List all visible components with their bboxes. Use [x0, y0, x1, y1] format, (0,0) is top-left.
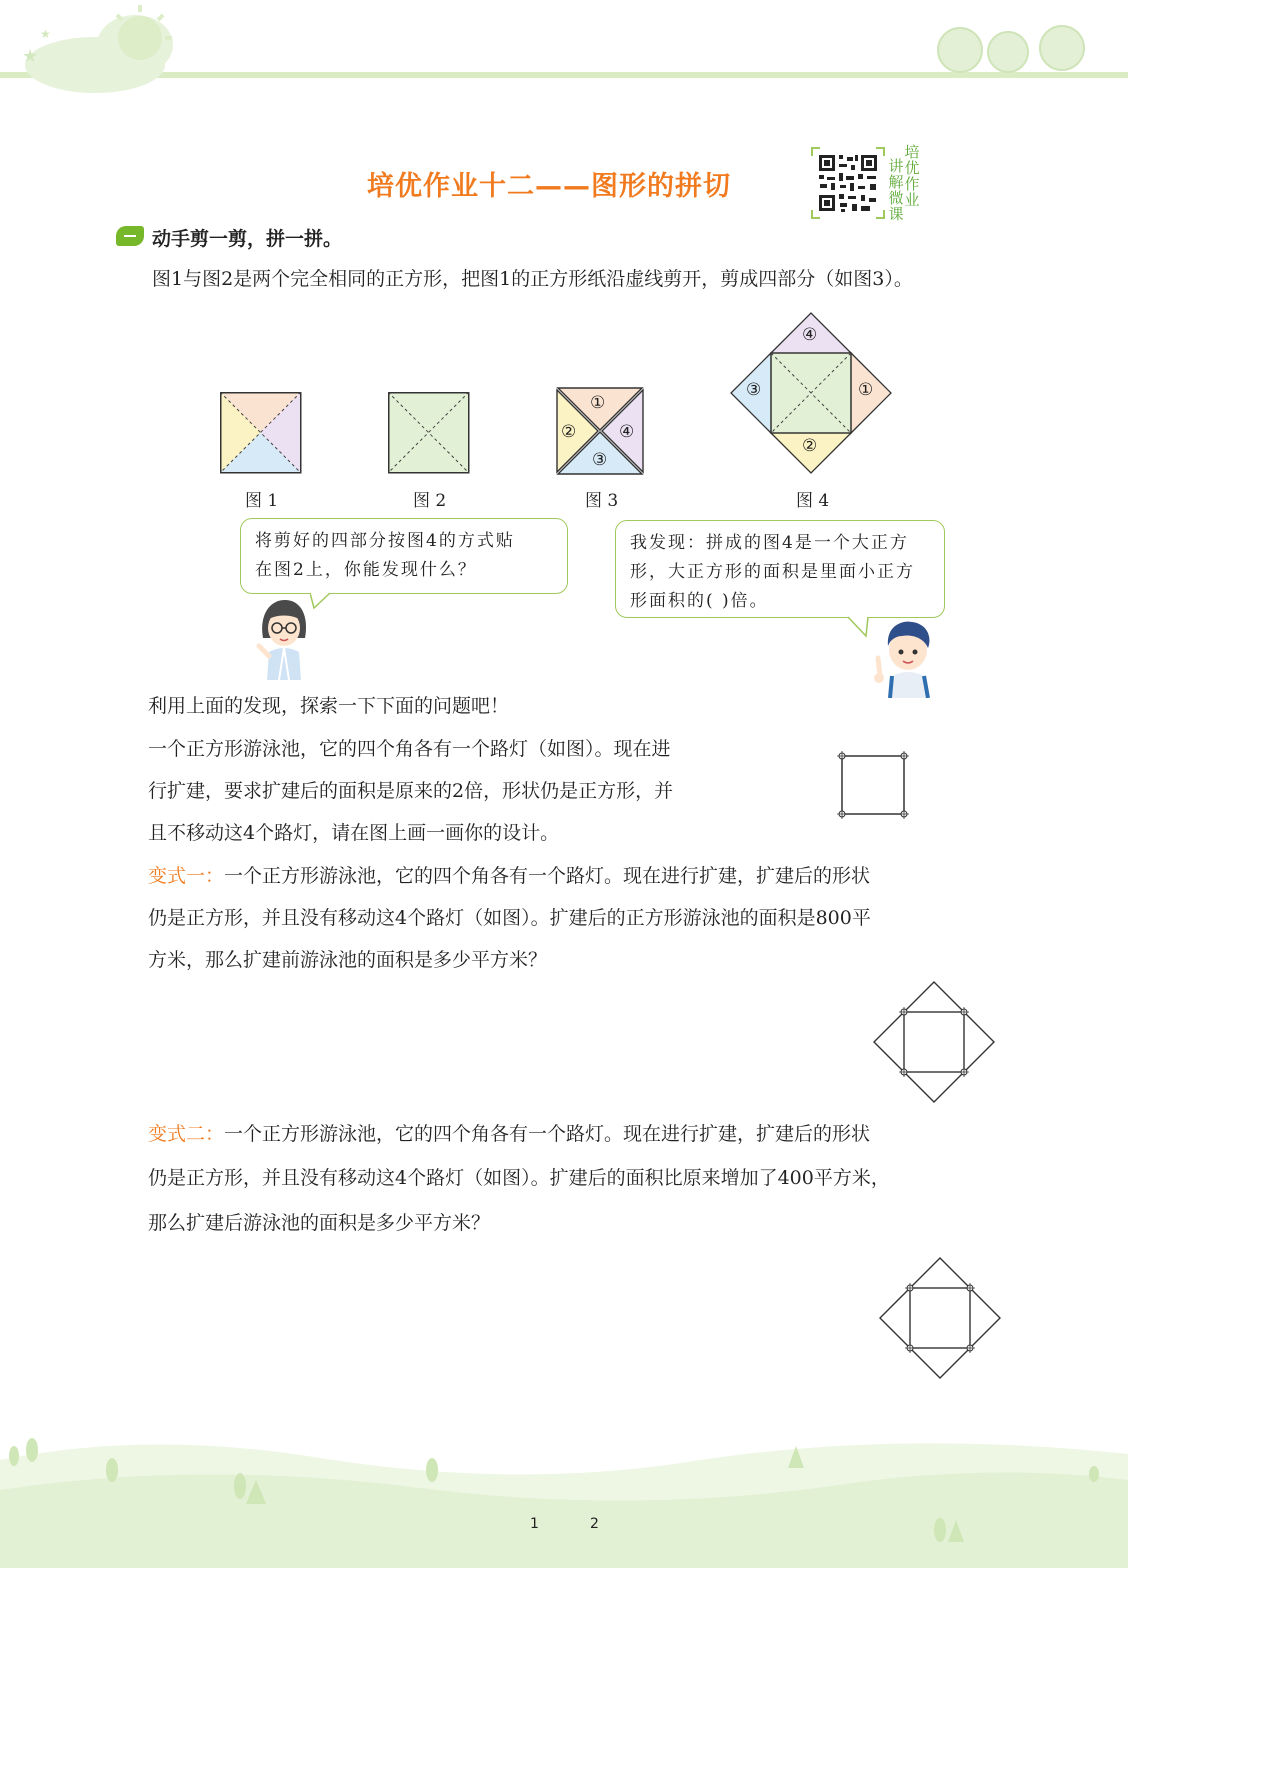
figure-4-number-3: ③: [746, 380, 762, 400]
figure-4-number-2: ②: [802, 436, 818, 456]
figure-4-number-1: ①: [858, 380, 874, 400]
figure-3-number-1: ①: [590, 393, 606, 413]
pool-diagram-explore: [834, 748, 912, 822]
figure-3-number-3: ③: [592, 450, 608, 470]
teacher-speech-bubble: [240, 518, 568, 594]
variant-2-line-2: 仍是正方形，并且没有移动这4个路灯（如图）。扩建后的面积比原来增加了400平方米，: [148, 1167, 890, 1189]
intro-text: 图1与图2是两个完全相同的正方形，把图1的正方形纸沿虚线剪开，剪成四部分（如图3）。: [152, 268, 913, 290]
teacher-bubble-line-2: 在图2上，你能发现什么？: [255, 560, 477, 580]
variant-1-text-1: 一个正方形游泳池，它的四个角各有一个路灯。现在进行扩建，扩建后的形状: [224, 865, 871, 887]
student-speech-bubble: [615, 520, 945, 618]
footer-landscape: [0, 1420, 1128, 1568]
variant-1-line-2: 仍是正方形，并且没有移动这4个路灯（如图）。扩建后的正方形游泳池的面积是800平: [148, 907, 871, 929]
student-bubble-line-2: 形，大正方形的面积是里面小正方: [630, 562, 915, 582]
variant-2-line-3: 那么扩建后游泳池的面积是多少平方米？: [148, 1212, 491, 1234]
variant-2-line-1: [148, 1123, 870, 1145]
variant-1-line-3: 方米，那么扩建前游泳池的面积是多少平方米？: [148, 949, 548, 971]
figure-3-label: 图 3: [585, 491, 619, 511]
pool-diagram-variant-1: [872, 980, 996, 1104]
figure-3-number-4: ④: [619, 422, 635, 442]
pool-diagram-variant-2: [878, 1256, 1002, 1380]
section-heading: 动手剪一剪，拼一拼。: [152, 228, 343, 250]
figure-3-number-2: ②: [561, 422, 577, 442]
student-bubble-tail: [848, 616, 872, 638]
explore-line-2: 行扩建，要求扩建后的面积是原来的2倍，形状仍是正方形，并: [148, 780, 674, 802]
qr-code-icon: [810, 146, 886, 220]
qr-caption-left: 讲解微课: [888, 157, 904, 223]
page-number-right: 2: [590, 1516, 599, 1532]
variant-2-label: 变式二：: [148, 1123, 225, 1145]
student-avatar: [872, 618, 936, 698]
teacher-avatar: [255, 598, 311, 680]
figure-1: [220, 392, 302, 474]
variant-1-label: 变式一：: [148, 865, 225, 887]
page-title: 培优作业十二——图形的拼切: [367, 171, 731, 202]
svg-text:★: ★: [22, 46, 39, 67]
variant-1-line-1: [148, 865, 870, 887]
figure-2: [388, 392, 470, 474]
section-badge: [116, 226, 144, 246]
student-bubble-line-1: 我发现：拼成的图4是一个大正方: [630, 533, 909, 553]
figure-2-label: 图 2: [413, 491, 447, 511]
svg-text:★: ★: [40, 27, 51, 41]
figure-4-label: 图 4: [796, 491, 830, 511]
page-number-left: 1: [530, 1516, 539, 1532]
variant-2-text-1: 一个正方形游泳池，它的四个角各有一个路灯。现在进行扩建，扩建后的形状: [224, 1123, 871, 1145]
figure-1-label: 图 1: [245, 491, 279, 511]
explore-line-1: 一个正方形游泳池，它的四个角各有一个路灯（如图）。现在进: [148, 738, 671, 760]
explore-lead: 利用上面的发现，探索一下下面的问题吧！: [148, 695, 510, 717]
teacher-bubble-line-1: 将剪好的四部分按图4的方式贴: [255, 531, 515, 551]
explore-line-3: 且不移动这4个路灯，请在图上画一画你的设计。: [148, 822, 560, 844]
student-bubble-line-3: 形面积的( )倍。: [630, 591, 769, 611]
header-decoration: [0, 0, 1128, 110]
figure-4-number-4: ④: [802, 325, 818, 345]
teacher-bubble-tail: [310, 592, 334, 610]
qr-caption-right: 培优作业: [904, 143, 920, 209]
